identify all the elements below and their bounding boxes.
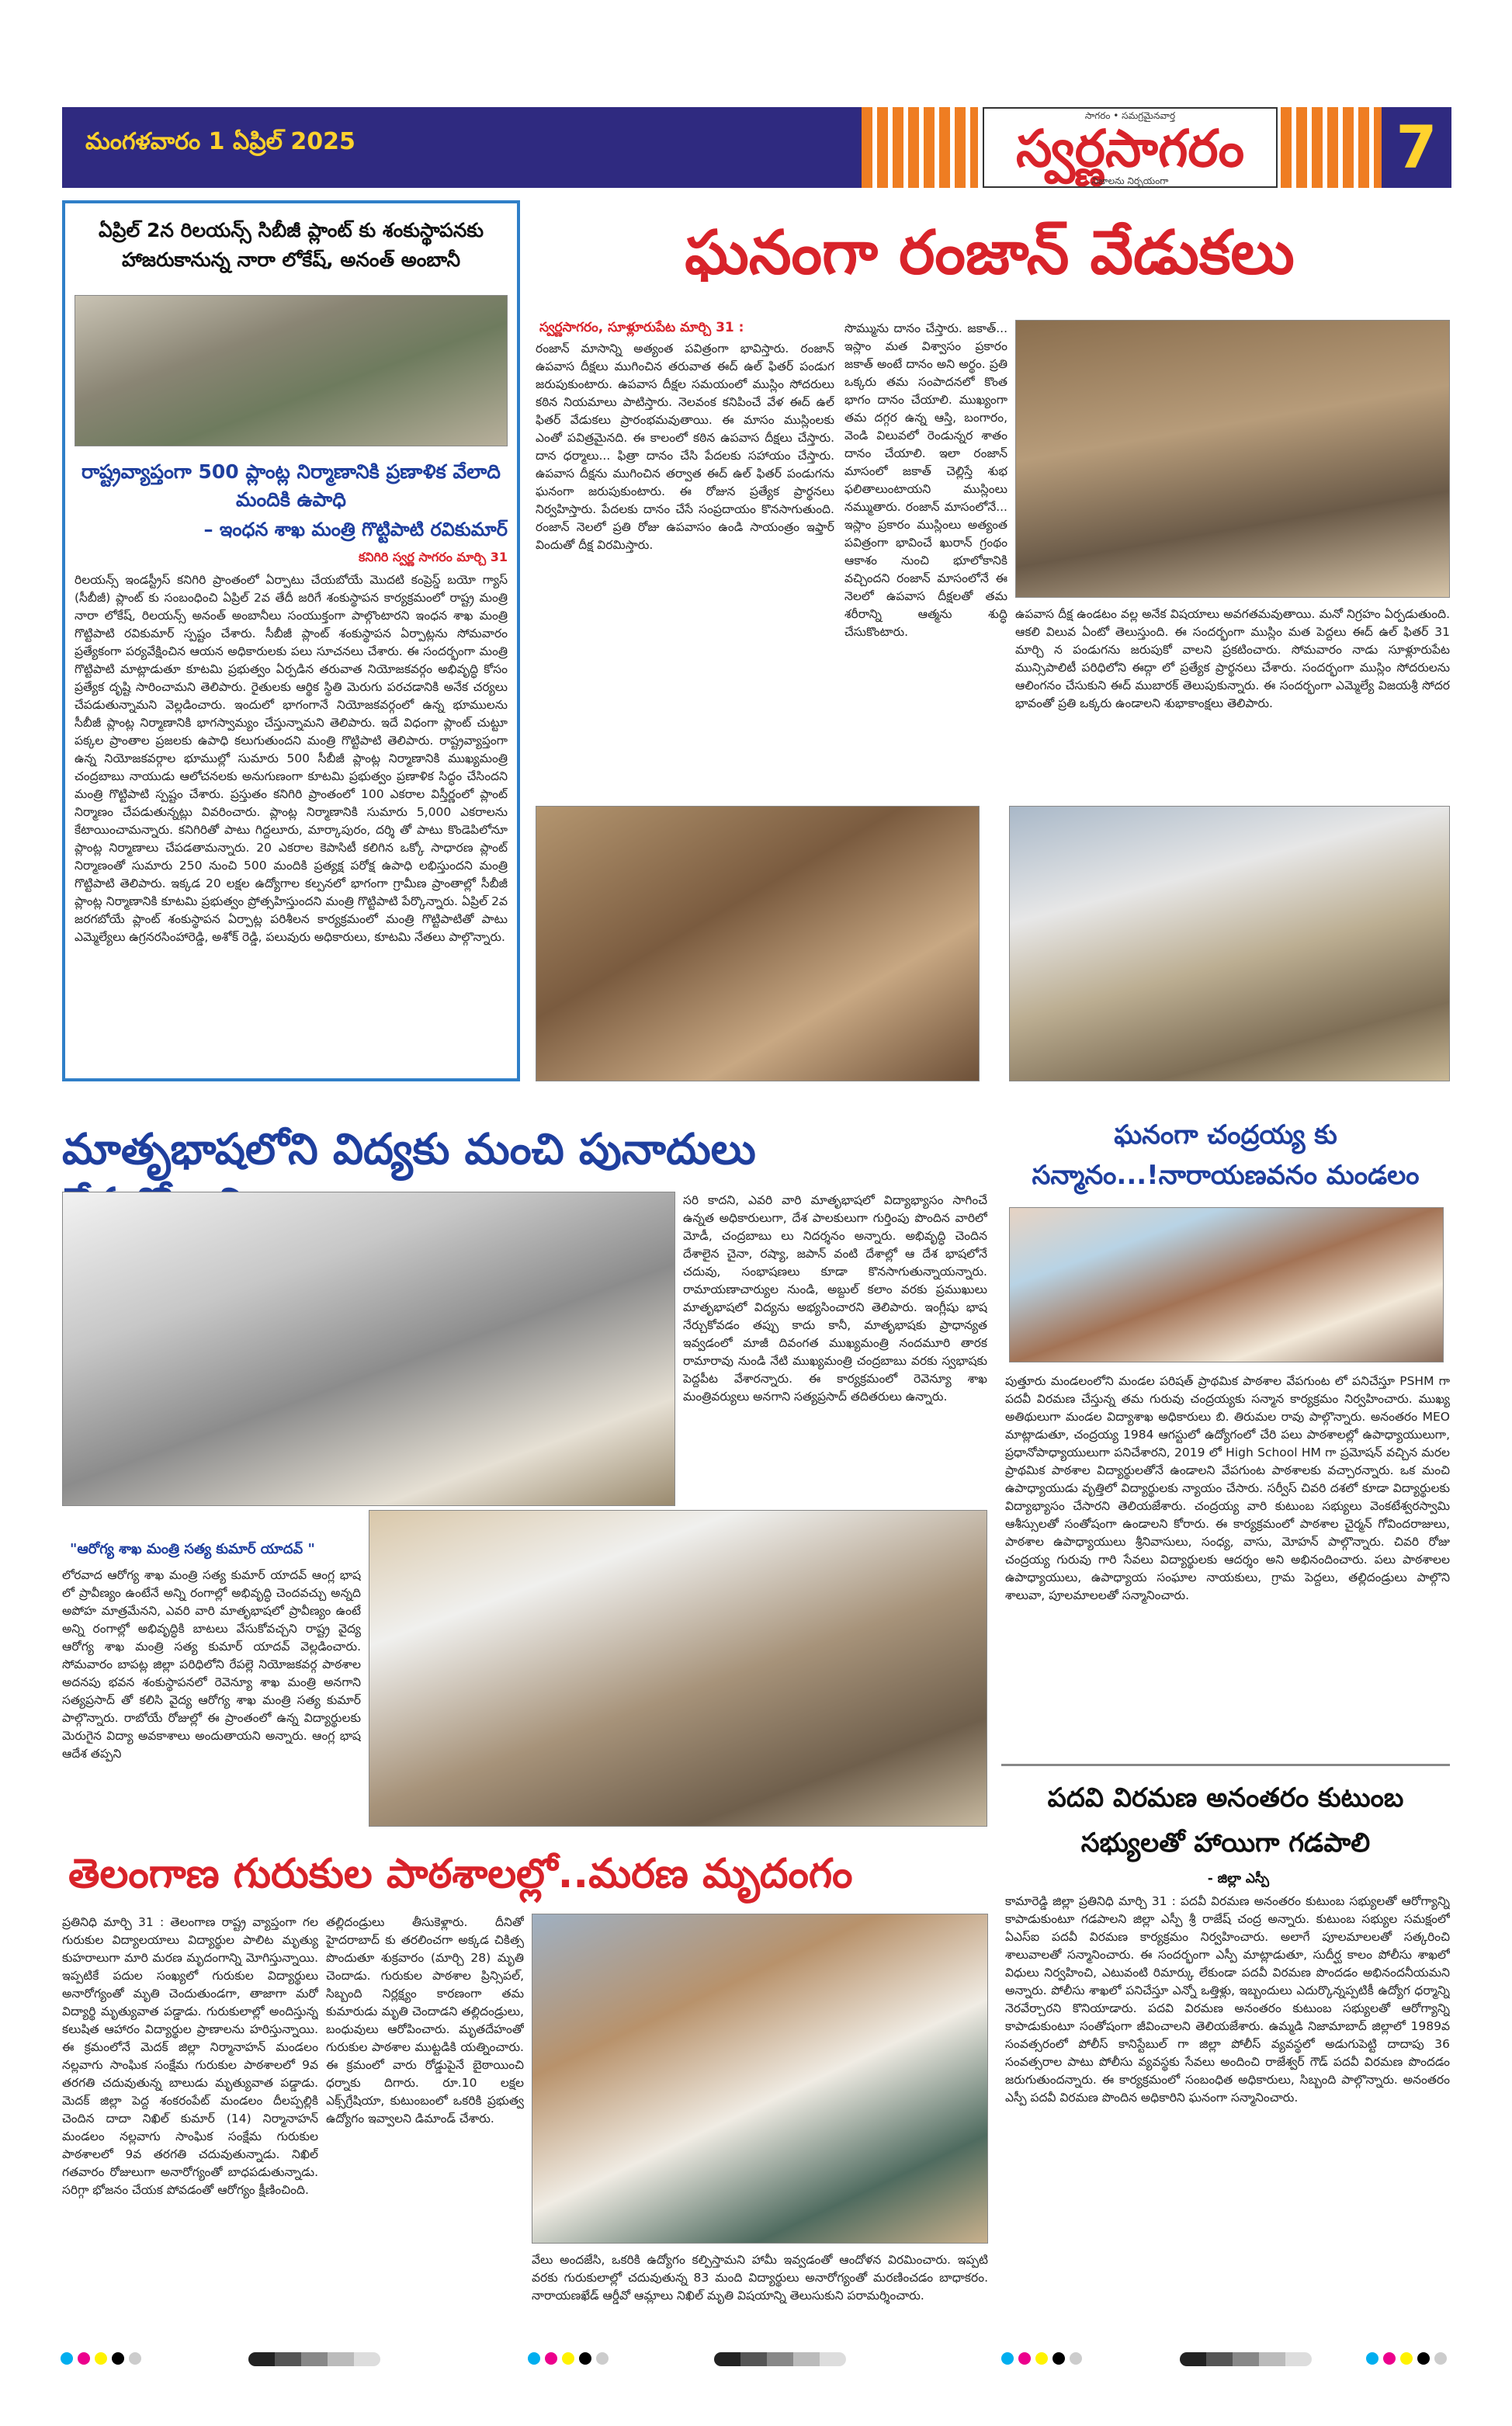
logo-tagline-bottom: నిజాలను నిర్భయంగా [1091,175,1169,186]
mother-tongue-body-left: లోరవాద ఆరోగ్య శాఖ మంత్రి సత్య కుమార్ యాదవ్ ఆంగ్ల భాష లో ప్రావీణ్యం ఉంటేనే అన్ని రంగాల్లో అభివృద్ధి చెందవచ్చు అన్నది అపోహ మాత్రమేనని, ఎవరి వారి మాతృభాషలో ప్రావీణ్యం ఉంటే అన్ని రంగాల్లో అభివృద్ధికి బాటలు వేసుకోవచ్చని రాష్ట్ర వైద్య ఆరోగ్య శాఖ మంత్రి సత్య కుమార్ యాదవ్ వెల్లడించారు. సోమవారం బాపట్ల జిల్లా పరిధిలోని రేపల్లె నియోజకవర్గ పాఠశాల అదనపు భవన శంకుస్థాపనలో రెవెన్యూ శాఖ మంత్రి అనగాని సత్యప్రసాద్ తో కలిసి వైద్య ఆరోగ్య శాఖ మంత్రి సత్య కుమార్ పాల్గొన్నారు. రాబోయే రోజుల్లో ఈ ప్రాంతంలో ఉన్న విద్యార్థులకు మెరుగైన విద్యా అవకాశాలు అందుతాయని అన్నారు. ఆంగ్ల భాష ఆదేశ తప్పని [62,1568,361,1761]
grey-scale-bar-1 [248,2352,380,2366]
retirement-divider [1001,1764,1450,1766]
logo-text: స్వర్ణసాగరం [1015,118,1245,179]
chandrayya-photo [1009,1207,1444,1362]
ramzan-photo-embrace [1015,320,1450,598]
ramzan-col3: ఉపవాస దీక్ష ఉండటం వల్ల అనేక విషయాలు అవగతమవుతాయి. మనో నిగ్రహం ఏర్పడుతుంది. ఆకలి విలువ ఏంటో తెలుస్తుంది. ఈ సందర్భంగా ముస్లిం మత పెద్దలు ఈద్ ఉల్ ఫితర్ 31 మార్చి న పండుగను జరుపుకో వాలని ప్రకటించారు. సోమవారం నాడు సూళ్లూరుపేట మున్సిపాలిటీ పరిధిలోని ఈద్గా లో ప్రత్యేక ప్రార్థనలు చేశారు. సందర్భంగా ముస్లిం సోదరులను ఆలింగనం చేసుకుని ఈద్ ముబారక్ తెలుపుకున్నారు. ఈ సందర్భంగా ఎమ్మెల్యే విజయశ్రీ సోదర భావంతో ప్రతి ఒక్కరు ఉండాలని శుభాకాంక్షలు తెలిపారు. [1015,607,1450,710]
mother-tongue-headline: మాతృభాషలోని విద్యకు మంచి పునాదులు [62,1124,756,1174]
left-story-box [62,200,520,1081]
mother-tongue-photo-ceremony [369,1510,987,1827]
chandrayya-headline-2: సన్మానం...!నారాయణవనం మండలం [1032,1160,1420,1191]
color-registration-center [528,2352,609,2366]
chandrayya-body: పుత్తూరు మండలంలోని మండల పరిషత్ ప్రాథమిక పాఠశాల వేపగుంట లో పనిచేస్తూ PSHM గా పదవీ విరమణ చేస్తున్న తమ గురువు చంద్రయ్యకు సన్మాన కార్యక్రమం నిర్వహించారు. ముఖ్య అతిథులుగా మండల విద్యాశాఖ అధికారులు బి. తిరుమల రావు పాల్గొన్నారు. అనంతరం MEO మాట్లాడుతూ, చంద్రయ్య 1984 ఆగస్టులో ఉద్యోగంలో చేరి పలు పాఠశాలల్లో ఉపాధ్యాయులుగా, ప్రధానోపాధ్యాయులుగా పనిచేశారని, 2019 లో High School HM గా ప్రమోషన్ వచ్చిన మరల ప్రాథమిక పాఠశాల విద్యార్థులతోనే ఉండాలని వేపగుంట పాఠశాలకు వచ్చారన్నారు. ఒక మంచి ఉపాధ్యాయుడు వృత్తిలో విద్యార్థులకు న్యాయం చేసారు. సర్వీస్ చివరి దశలో కూడా విద్యార్థులకు విద్యాభ్యాసం చేసారని తెలియజేశారు. చంద్రయ్య వారి కుటుంబ సభ్యులు వెంకటేశ్వరస్వామి ఆశీస్సులతో సంతోషంగా ఉండాలని కోరారు. ఈ కార్యక్రమంలో పాఠశాల చైర్మన్ గోవిందరాజులు, పాఠశాల ఉపాధ్యాయులు శ్రీనివాసులు, సంధ్య, వాసు, మోహన్ పాల్గొన్నారు. చివరి రోజు చంద్రయ్య గురువు గారి సేవలు విద్యార్థులకు ఆదర్శం అని అభినందించారు. పలు పాఠశాలల ఉపాధ్యాయులు, ఉపాధ్యాయ సంఘాల నాయకులు, గ్రామ పెద్దలు, తల్లిదండ్రులు పాల్గొని శాలువా, పూలమాలలతో సన్మానించారు. [1005,1374,1450,1602]
logo-tagline-top: సాగరం • సమగ్రమైనవార్త [1084,110,1176,121]
gurukul-photo-protest [532,1914,988,2244]
retirement-attribution: - జిల్లా ఎస్పీ [1207,1871,1269,1886]
left-story-body: రిలయన్స్ ఇండస్ట్రీస్ కనిగిరి ప్రాంతంలో ఏర్పాటు చేయబోయే మొదటి కంప్రెస్డ్ బయో గ్యాస్ (సీబీజీ) ప్లాంట్ కు సంబంధించి ఏప్రిల్ 2వ తేదీ జరిగే శంకుస్థాపన కార్యక్రమంలో రాష్ట్ర మంత్రి నారా లోకేష్, రిలయన్స్ అనంత్ అంబానీలు సంయుక్తంగా పాల్గొంటారని ఇంధన శాఖ మంత్రి గొట్టిపాటి రవికుమార్ స్పష్టం చేశారు. సీబీజీ ప్లాంట్ శంకుస్థాపన ఏర్పాట్లను సోమవారం ప్రత్యేకంగా పర్యవేక్షించిన ఆయన అధికారులకు పలు సూచనలు చేశారు. ఈ సందర్భంగా మంత్రి గొట్టిపాటి మాట్లాడుతూ కూటమి ప్రభుత్వం ఏర్పడిన తరువాత నియోజకవర్గం అభివృద్ధి కోసం ప్రత్యేక దృష్టి సారించామని తెలిపారు. రైతులకు ఆర్థిక స్థితి మెరుగు పరచడానికి అనేక చర్యలు చేపడుతున్నామని వెల్లడించారు. ఇందులో భాగంగానే నియోజకవర్గంలో ఉన్న భూములను సీబీజీ ప్లాంట్ల నిర్మాణానికి భాగస్వామ్యం చేస్తున్నామని తెలిపారు. ఇదే విధంగా ప్లాంట్ చుట్టూ పక్కల ప్రాంతాల ప్రజలకు ఉపాధి కలుగుతుందని మంత్రి గొట్టిపాటి తెలిపారు. రాష్ట్రవ్యాప్తంగా ఉన్న నియోజకవర్గాల భూముల్లో సుమారు 500 సీబీజీ ప్లాంట్ల నిర్మాణానికి ముఖ్యమంత్రి చంద్రబాబు నాయుడు ఆలోచనలకు అనుగుణంగా కూటమి ప్రభుత్వం ప్రణాళిక సిద్ధం చేసిందని మంత్రి గొట్టిపాటి స్పష్టం చేశారు. ప్రస్తుతం కనిగిరి ప్రాంతంలో 100 ఎకరాల విస్తీర్ణంలో ప్లాంట్ నిర్మాణం చేపడుతున్నట్లు వివరించారు. ప్లాంట్ల నిర్మాణానికి సుమారు 5,000 ఎకరాలను కేటాయించామన్నారు. కనిగిరితో పాటు గిద్దలూరు, మార్కాపురం, దర్శి తో పాటు కొండెపిలోనూ ప్లాంట్ల నిర్మాణాలు చేపడతామన్నారు. 20 ఎకరాల కెపాసిటీ కలిగిన ఒక్కో సాధారణ ప్లాంట్ నిర్మాణంతో సుమారు 250 నుంచి 500 మందికి ప్రత్యక్ష పరోక్ష ఉపాధి లభిస్తుందని మంత్రి గొట్టిపాటి తెలిపారు. ఇక్కడ 20 లక్షల ఉద్యోగాల కల్పనలో భాగంగా గ్రామీణ ప్రాంతాల్లో సీబీజీ ప్లాంట్ల నిర్మాణానికి కూటమి ప్రభుత్వం ప్రోత్సహిస్తుందని మంత్రి గొట్టిపాటి పేర్కొన్నారు. ఏప్రిల్ 2వ జరగబోయే ప్లాంట్ శంకుస్థాపన ఏర్పాట్ల పరిశీలన కార్యక్రమంలో మంత్రి గొట్టిపాటితో పాటు ఎమ్మెల్యేలు ఉగ్రనరసింహారెడ్డి, అశోక్ రెడ్డి, పలువురు అధికారులు, కూటమి నేతలు పాల్గొన్నారు. [75,573,508,944]
ramzan-photo-prayer-hall [536,806,980,1081]
gurukul-headline: తెలంగాణ గురుకుల పాఠశాలల్లో..మరణ మృదంగం [68,1851,853,1897]
grey-scale-bar-2 [714,2352,846,2366]
mother-tongue-photo-plaque [62,1192,675,1506]
grey-scale-bar-3 [1180,2352,1312,2366]
color-registration-left [61,2352,141,2366]
left-story-attribution: – ఇంధన శాఖ మంత్రి గొట్టిపాటి రవికుమార్ [203,519,508,540]
gurukul-col3: వేలు అందజేసి, ఒకరికి ఉద్యోగం కల్పిస్తామని హామీ ఇవ్వడంతో ఆందోళన విరమించారు. ఇప్పటి వరకు గురుకులాల్లో చదువుతున్న 83 మంది విద్యార్థులు అనారోగ్యంతో మరణించడం బాధాకరం. నారాయణఖేడ్ ఆర్డీవో ఆమ్లాలు నిఖిల్ మృతి విషయాన్ని తెలుసుకుని పరామర్శించారు. [532,2253,988,2303]
left-story-dateline: కనిగిరి స్వర్ణ సాగరం మార్చి 31 [359,550,508,564]
header-stripe-right [1281,107,1382,188]
gurukul-col2: తల్లిదండ్రులు తీసుకెళ్లారు. దీనితో హైదరాబాద్ కు తరలించగా అక్కడ చికిత్స పొందుతూ శుక్రవారం (మార్చి 28) మృతి చెందాడు. గురుకుల పాఠశాల ప్రిన్సిపల్, సిబ్బంది నిర్లక్ష్యం కారణంగా తమ కుమారుడు మృతి చెందాడని తల్లిదండ్రులు, బంధువులు ఆరోపించారు. మృతదేహంతో గురుకుల పాఠశాల ముట్టడికి యత్నించారు. ఈ క్రమంలో వారు రోడ్డుపైనే బైఠాయించి ధర్నాకు దిగారు. రూ.10 లక్షల ఎక్స్‌గ్రేషియా, కుటుంబంలో ఒకరికి ప్రభుత్వ ఉద్యోగం ఇవ్వాలని డిమాండ్ చేశారు. [326,1915,524,2126]
masthead-logo [983,107,1278,188]
chandrayya-headline-1: ఘనంగా చంద్రయ్య కు [1114,1119,1337,1151]
header-stripe-left [862,107,978,188]
retirement-body: కామారెడ్డి జిల్లా ప్రతినిధి మార్చి 31 : పదవీ విరమణ అనంతరం కుటుంబ సభ్యులతో ఆరోగ్యాన్ని కాపాడుకుంటూ గడపాలని జిల్లా ఎస్పీ శ్రీ రాజేష్ చంద్ర అన్నారు. కుటుంబ సభ్యుల సమక్షంలో ఏఎస్ఐ పదవీ విరమణ కార్యక్రమం నిర్వహించారు. అలాగే పూలమాలలతో సత్కరించి శాలువాలతో సన్మానించారు. ఈ సందర్భంగా ఎస్పీ మాట్లాడుతూ, సుదీర్ఘ కాలం పోలీసు శాఖలో విధులు నిర్వహించి, ఎటువంటి రిమార్కు లేకుండా పదవీ విరమణ పొందడం అభినందనీయమని అన్నారు. పోలీసు శాఖలో పనిచేస్తూ ఎన్నో ఒత్తిళ్లు, ఇబ్బందులు ఎదుర్కొన్నప్పటికీ ఉద్యోగ ధర్మాన్ని నెరవేర్చారని కొనియాడారు. పదవి విరమణ అనంతరం కుటుంబ సభ్యులతో ఆరోగ్యాన్ని కాపాడుకుంటూ సంతోషంగా జీవించాలని తెలియజేశారు. ఉమ్మడి నిజామాబాద్ జిల్లాలో 1989వ సంవత్సరంలో పోలీస్ కానిస్టేబుల్ గా జిల్లా పోలీస్ వ్యవస్థలో అడుగుపెట్టి దాదాపు 36 సంవత్సరాల పాటు పోలీసు వ్యవస్థకు సేవలు అందించి రాజేశ్వర్ గౌడ్ పదవీ విరమణ పొందడం జరుగుతుందన్నారు. ఈ కార్యక్రమంలో సంబంధిత అధికారులు, సిబ్బంది పాల్గొన్నారు. అనంతరం ఎస్పీ పదవీ విరమణ పొందిన అధికారిని ఘనంగా సన్మానించారు. [1005,1894,1450,2105]
mother-tongue-caption: "ఆరోగ్య శాఖ మంత్రి సత్య కుమార్ యాదవ్ " [70,1541,315,1557]
color-registration-far-right [1366,2352,1447,2366]
mother-tongue-body-right: సరి కాదని, ఎవరి వారి మాతృభాషలో విద్యాభ్యాసం సాగించే ఉన్నత అధికారులుగా, దేశ పాలకులుగా గుర్తింపు పొందిన వారిలో మోడీ, చంద్రబాబు లు నిదర్శనం అన్నారు. అభివృద్ధి చెందిన దేశాలైన చైనా, రష్యా, జపాన్ వంటి దేశాల్లో ఆ దేశ భాషలోనే చదువు, సంభాషణలు కూడా కొనసాగుతున్నాయన్నారు. రామాయణాచార్యుల నుండి, అబ్దుల్ కలాం వరకు ప్రముఖులు మాతృభాషలో విద్యను అభ్యసించారని తెలిపారు. ఇంగ్లీషు భాష నేర్చుకోవడం తప్పు కాదు కానీ, మాతృభాషకు ప్రాధాన్యత ఇవ్వడంలో మాజీ దివంగత ముఖ్యమంత్రి నందమూరి తారక రామారావు నుండి నేటి ముఖ్యమంత్రి చంద్రబాబు వరకు స్వభాషకు పెద్దపీట వేశారన్నారు. ఈ కార్యక్రమంలో రెవెన్యూ శాఖ మంత్రివర్యులు అనగాని సత్యప్రసాద్ తదితరులు ఉన్నారు. [683,1193,987,1404]
left-story-subtitle: రాష్ట్రవ్యాప్తంగా 500 ప్లాంట్ల నిర్మాణానికి ప్రణాళిక వేలాది మందికి ఉపాధి [81,460,501,511]
ramzan-headline: ఘనంగా రంజాన్ వేడుకలు [685,218,1295,288]
ramzan-dateline: స్వర్ణసాగరం, సూళ్లూరుపేట మార్చి 31 : [539,320,744,335]
left-story-photo [75,295,508,446]
gurukul-col1: ప్రతినిధి మార్చి 31 : తెలంగాణ రాష్ట్ర వ్యాప్తంగా గల గురుకుల విద్యాలయాలు విద్యార్థుల పాలిట మృత్యు కుహరాలుగా మారి మరణ మృదంగాన్ని మోగిస్తున్నాయి. ఇప్పటికే పదుల సంఖ్యలో గురుకుల విద్యార్థులు అనారోగ్యంతో మృతి చెందుతుండగా, తాజాగా మరో విద్యార్థి మృత్యువాత పడ్డాడు. గురుకులాల్లో అందిస్తున్న కలుషిత ఆహారం విద్యార్థుల ప్రాణాలను హరిస్తున్నాయి. ఈ క్రమంలోనే మెదక్ జిల్లా నిర్మానాహన్ మండలం నల్లవాగు సాంఘిక సంక్షేమ గురుకుల పాఠశాలలో 9వ తరగతి చదువుతున్న బాలుడు మృత్యువాత పడ్డాడు. మెదక్ జిల్లా పెద్ద శంకరంపేట్ మండలం దీలప్పల్లికి చెందిన దాదా నిఖిల్ కుమార్ (14) నిర్మానాహన్ మండలం నల్లవాగు సాంఘిక సంక్షేమ గురుకుల పాఠశాలలో 9వ తరగతి చదువుతున్నాడు. నిఖిల్ గతవారం రోజులుగా అనారోగ్యంతో బాధపడుతున్నాడు. సరిగ్గా భోజనం చేయక పోవడంతో ఆరోగ్యం క్షీణించింది. [62,1915,318,2197]
ramzan-col2: సొమ్మును దానం చేస్తారు. జకాత్... ఇస్లాం మత విశ్వాసం ప్రకారం జకాత్ అంటే దానం అని అర్థం. ప్రతి ఒక్కరు తమ సంపాదనలో కొంత భాగం దానం చేయాలి. ముఖ్యంగా తమ దగ్గర ఉన్న ఆస్తి, బంగారం, వెండి విలువలో రెండున్నర శాతం దానం చేయాలి. ఇలా రంజాన్ మాసంలో జకాత్ చెల్లిస్తే శుభ ఫలితాలుంటాయని ముస్లింలు నమ్ముతారు. రంజాన్ మాసంలోనే... ఇస్లాం ప్రకారం ముస్లింలు అత్యంత పవిత్రంగా భావించే ఖురాన్ గ్రంథం ఆకాశం నుంచి భూలోకానికి వచ్చిందని రంజాన్ మాసంలోనే ఈ నెలలో ఉపవాస దీక్షలతో తమ శరీరాన్ని ఆత్మను శుద్ధి చేసుకొంటారు. [844,321,1007,639]
color-registration-right [1001,2352,1082,2366]
page-number: 7 [1382,107,1451,188]
retirement-headline-1: పదవి విరమణ అనంతరం కుటుంబ [1047,1782,1404,1813]
ramzan-col1: రంజాన్ మాసాన్ని అత్యంత పవిత్రంగా భావిస్తారు. రంజాన్ ఉపవాస దీక్షలు ముగించిన తరువాత ఈద్ ఉల్ ఫితర్ పండుగ జరుపుకుంటారు. ఉపవాస దీక్షల సమయంలో ముస్లిం సోదరులు కఠిన నియమాలు పాటిస్తారు. నెలవంక కనిపించే వేళ ఈద్ ఉల్ ఫితర్ వేడుకలు ప్రారంభమవుతాయి. ఈ మాసం ముస్లింలకు ఎంతో పవిత్రమైనది. ఈ కాలంలో కఠిన ఉపవాస దీక్షలు చేస్తారు. దాన ధర్మాలు... ఫిత్రా దానం చేసి పేదలకు సహాయం చేస్తారు. ఉపవాస దీక్షను ముగించిన తర్వాత ఈద్ ఉల్ ఫితర్ పండుగను ఘనంగా జరుపుకుంటారు. ఈ రోజున ప్రత్యేక ప్రార్థనలు నిర్వహిస్తారు. పేదలకు దానం చేసే సంప్రదాయం కొనసాగుతుంది. రంజాన్ నెలలో ప్రతి రోజు ఉపవాసం ఉండి సాయంత్రం ఇఫ్తార్ విందుతో దీక్ష విరమిస్తారు. [536,342,834,552]
retirement-headline-2: సభ్యులతో హాయిగా గడపాలి [1080,1827,1371,1859]
ramzan-photo-congregation [1009,806,1450,1081]
header-date: మంగళవారం 1 ఏప్రిల్ 2025 [85,128,355,155]
left-story-title: ఏప్రిల్ 2న రిలయన్స్ సిబీజీ ప్లాంట్ కు శంకుస్థాపనకు హాజరుకానున్న నారా లోకేష్, అనంత్ అంబానీ [98,219,484,271]
